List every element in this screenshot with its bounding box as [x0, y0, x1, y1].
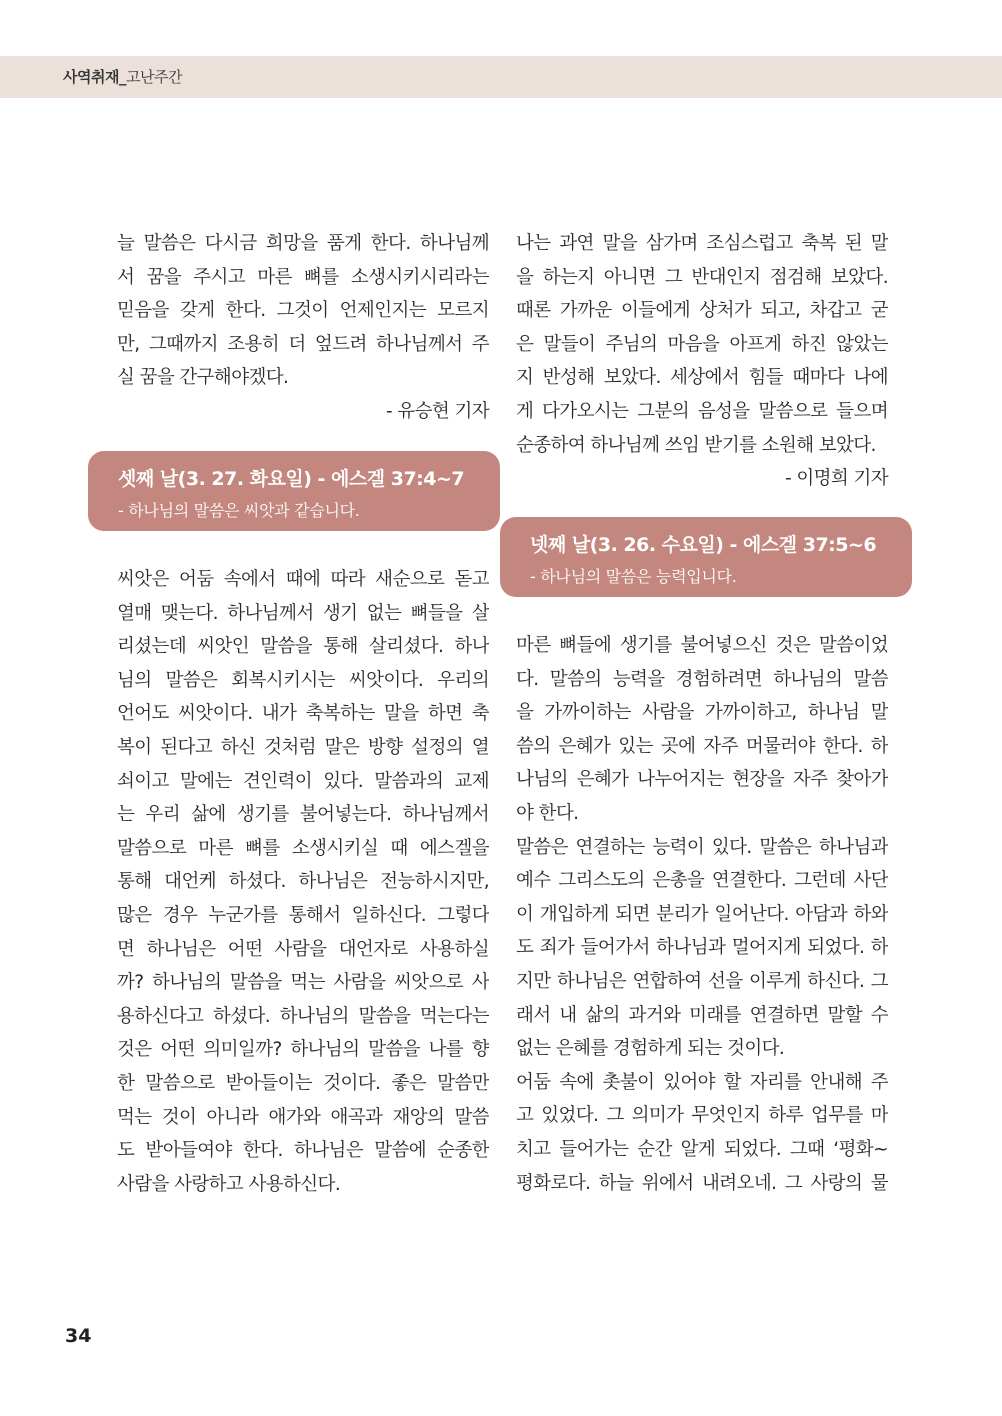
day3-title: 셋째 날(3. 27. 화요일) - 에스겔 37:4~7: [118, 468, 465, 490]
text-line: 순종하여 하나님께 쓰임 받기를 소원해 보았다.: [516, 434, 876, 456]
text-line: 것은 어떤 의미일까? 하나님의 말씀을 나를 향: [117, 1039, 489, 1061]
text-line: 만, 그때까지 조용히 더 엎드려 하나님께서 주: [117, 333, 489, 355]
paragraph: [516, 831, 888, 1066]
day4-subtitle: - 하나님의 말씀은 능력입니다.: [530, 567, 737, 586]
text-line: 도 받아들여야 한다. 하나님은 말씀에 순종한: [117, 1140, 489, 1162]
paragraph: [516, 629, 888, 831]
header-section: 사역취재: [63, 68, 119, 86]
header-subtitle: 고난주간: [125, 68, 182, 86]
byline: - 이명희 기자: [785, 468, 888, 490]
text-line: 용하신다고 하셨다. 하나님의 말씀을 먹는다는: [117, 1005, 489, 1027]
page-number: 34: [65, 1325, 92, 1347]
text-line: 고 있었다. 그 의미가 무엇인지 하루 업무를 마: [516, 1105, 888, 1127]
text-line: 사람을 사랑하고 사용하신다.: [117, 1173, 341, 1195]
day4-title: 넷째 날(3. 26. 수요일) - 에스겔 37:5~6: [530, 534, 877, 556]
text-line: 래서 내 삶의 과거와 미래를 연결하면 말할 수: [516, 1004, 888, 1026]
text-line: 믿음을 갖게 한다. 그것이 언제인지는 모르지: [117, 300, 489, 322]
text-line: 통해 대언케 하셨다. 하나님은 전능하시지만,: [117, 871, 489, 893]
text-line: 어둠 속에 촛불이 있어야 할 자리를 안내해 주: [516, 1071, 888, 1093]
text-line: 치고 들어가는 순간 알게 되었다. 그때 ‘평화~: [516, 1138, 888, 1160]
header-separator: _: [118, 68, 126, 86]
text-line: 나님의 은혜가 나누어지는 현장을 자주 찾아가: [516, 769, 888, 791]
text-line: 나는 과연 말을 삼가며 조심스럽고 축복 된 말: [516, 233, 888, 254]
text-line: 야 한다.: [516, 802, 579, 824]
text-line: 지만 하나님은 연합하여 선을 이루게 하신다. 그: [516, 970, 888, 992]
text-line: 말씀으로 마른 뼈를 소생시키실 때 에스겔을: [117, 837, 489, 859]
text-line: 평화로다. 하늘 위에서 내려오네. 그 사랑의 물: [516, 1172, 888, 1194]
right-column-top: [516, 227, 888, 496]
text-line: 없는 은혜를 경험하게 되는 것이다.: [516, 1038, 785, 1060]
text-line: 예수 그리스도의 은총을 연결한다. 그런데 사단: [516, 870, 888, 892]
text-line: 는 우리 삶에 생기를 불어넣는다. 하나님께서: [117, 804, 489, 826]
text-line: 서 꿈을 주시고 마른 뼈를 소생시키시리라는: [117, 266, 489, 288]
text-line: 님의 말씀은 회복시키시는 씨앗이다. 우리의: [117, 669, 489, 691]
text-line: 을 하는지 아니면 그 반대인지 점검해 보았다.: [516, 266, 888, 288]
paragraph: [516, 1066, 888, 1200]
day3-subtitle: - 하나님의 말씀은 씨앗과 같습니다.: [118, 501, 360, 520]
text-line: 이 개입하게 되면 분리가 일어난다. 아담과 하와: [516, 903, 888, 925]
right-column-bottom: [516, 629, 888, 1200]
text-line: 을 가까이하는 사람을 가까이하고, 하나님 말: [516, 702, 888, 724]
text-line: 먹는 것이 아니라 애가와 애곡과 재앙의 말씀: [117, 1106, 489, 1128]
text-line: 지 반성해 보았다. 세상에서 힘들 때마다 나에: [516, 367, 888, 389]
day4-heading-box: [500, 517, 912, 597]
left-column-bottom: [117, 563, 489, 1201]
day3-heading-box: [88, 451, 500, 531]
running-header: [63, 66, 182, 87]
text-line: 때론 가까운 이들에게 상처가 되고, 차갑고 굳: [516, 300, 888, 322]
text-line: 씀의 은혜가 있는 곳에 자주 머물러야 한다. 하: [516, 735, 888, 757]
text-line: 열매 맺는다. 하나님께서 생기 없는 뼈들을 살: [117, 602, 489, 624]
paragraph: [117, 227, 489, 395]
text-line: 말씀은 연결하는 능력이 있다. 말씀은 하나님과: [516, 836, 888, 858]
text-line: 까? 하나님의 말씀을 먹는 사람을 씨앗으로 사: [117, 972, 489, 994]
text-line: 언어도 씨앗이다. 내가 축복하는 말을 하면 축: [117, 703, 489, 725]
text-line: 은 말들이 주님의 마음을 아프게 하진 않았는: [516, 333, 888, 355]
text-line: 마른 뼈들에 생기를 불어넣으신 것은 말씀이었: [516, 635, 888, 656]
byline: - 유승현 기자: [386, 400, 489, 422]
text-line: 실 꿈을 간구해야겠다.: [117, 367, 289, 389]
text-line: 쇠이고 말에는 견인력이 있다. 말씀과의 교제: [117, 770, 489, 792]
text-line: 많은 경우 누군가를 통해서 일하신다. 그렇다: [117, 904, 489, 926]
text-line: 늘 말씀은 다시금 희망을 품게 한다. 하나님께: [117, 233, 489, 254]
text-line: 다. 말씀의 능력을 경험하려면 하나님의 말씀: [516, 668, 888, 690]
left-column-top: [117, 227, 489, 429]
text-line: 한 말씀으로 받아들이는 것이다. 좋은 말씀만: [117, 1072, 489, 1094]
text-line: 복이 된다고 하신 것처럼 말은 방향 설정의 열: [117, 736, 489, 758]
text-line: 게 다가오시는 그분의 음성을 말씀으로 들으며: [516, 400, 888, 422]
text-line: 씨앗은 어둠 속에서 때에 따라 새순으로 돋고: [117, 569, 489, 590]
text-line: 도 죄가 들어가서 하나님과 멀어지게 되었다. 하: [516, 937, 888, 959]
paragraph: [516, 227, 888, 462]
paragraph: [117, 563, 489, 1201]
text-line: 리셨는데 씨앗인 말씀을 통해 살리셨다. 하나: [117, 636, 489, 658]
text-line: 면 하나님은 어떤 사람을 대언자로 사용하실: [117, 938, 489, 960]
